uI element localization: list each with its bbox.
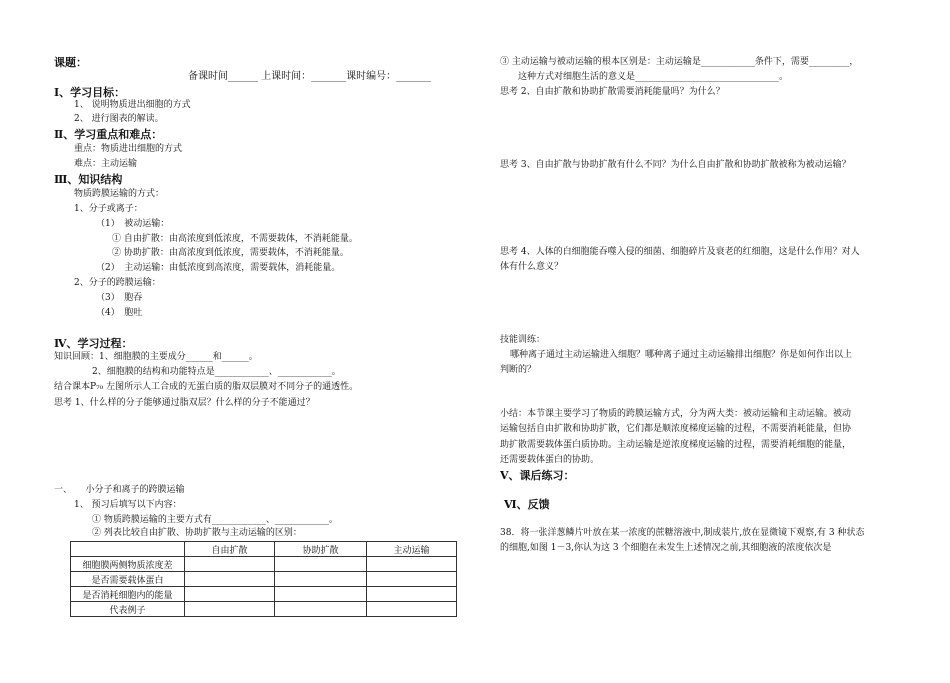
prep-line: 1、 预习后填写以下内容： (74, 500, 182, 510)
table-cell[interactable] (367, 587, 457, 602)
prep-line: ② 列表比较自由扩散、协助扩散与主动运输的区别： (92, 528, 302, 538)
prep-line: ① 物质跨膜运输的主要方式有____________、____________。 (92, 515, 338, 525)
table-header-cell: 主动运输 (367, 542, 457, 557)
table-cell[interactable] (275, 587, 367, 602)
key-point: 重点：物质进出细胞的方式 (74, 144, 183, 154)
structure-line: （1） 被动运输： (96, 219, 170, 229)
table-cell[interactable] (185, 602, 275, 617)
table-header-row (71, 542, 457, 557)
table-cell[interactable] (367, 602, 457, 617)
table-cell[interactable] (275, 572, 367, 587)
structure-line: 2、分子的跨膜运输： (74, 278, 161, 288)
question-38-line: 38．将一张洋葱鳞片叶放在某一浓度的蔗糖溶液中,制成装片,放在显微镜下观察,有 3 种状态 (500, 528, 865, 538)
row-label: 是否需要载体蛋白 (71, 572, 185, 587)
table-header-cell: 自由扩散 (185, 542, 275, 557)
think-2: 思考 2、自由扩散和协助扩散需要消耗能量吗？为什么？ (500, 87, 725, 97)
table-cell[interactable] (367, 557, 457, 572)
process-line: 结合课本P₇₀ 左图所示人工合成的无蛋白质的脂双层膜对不同分子的通透性。 (54, 382, 359, 392)
row-label: 细胞膜两侧物质浓度差 (71, 557, 185, 572)
structure-line: ② 协助扩散：由高浓度到低浓度，需要载体，不消耗能量。 (112, 248, 349, 258)
comparison-table (70, 541, 457, 617)
think-3: 思考 3、自由扩散与协助扩散有什么不同？为什么自由扩散和协助扩散被称为被动运输？ (500, 160, 851, 170)
table-cell[interactable] (185, 557, 275, 572)
section-4-heading: Ⅳ、学习过程： (54, 337, 133, 350)
table-row (71, 587, 457, 602)
structure-line: 1、分子或离子： (74, 204, 143, 214)
table-cell[interactable] (185, 572, 275, 587)
structure-line: （3） 胞吞 (96, 293, 143, 303)
table-header-cell (71, 542, 185, 557)
structure-line: （4） 胞吐 (96, 308, 143, 318)
section-1-heading: Ⅰ、学习目标： (54, 86, 126, 99)
difficult-point: 难点：主动运输 (74, 159, 138, 169)
skill-line: 哪种离子通过主动运输进入细胞？哪种离子通过主动运输排出细胞？你是如何作出以上 (510, 350, 853, 360)
section-3-heading: Ⅲ、知识结构 (54, 173, 123, 186)
row-label: 是否消耗细胞内的能量 (71, 587, 185, 602)
goal-2: 2、 进行图表的解读。 (74, 114, 164, 124)
process-line: 2、细胞膜的结构和功能特点是____________、____________。 (92, 367, 341, 377)
table-cell[interactable] (367, 572, 457, 587)
think-4-line: 思考 4、人体的白细胞能吞噬入侵的细菌、细胞碎片及衰老的红细胞，这是什么作用？对人 (500, 247, 860, 257)
table-row (71, 557, 457, 572)
row-label: 代表例子 (71, 602, 185, 617)
skill-line: 判断的？ (500, 365, 537, 375)
table-header-cell: 协助扩散 (275, 542, 367, 557)
think-4-line: 体有什么意义？ (500, 262, 564, 272)
summary-line: 小结：本节课主要学习了物质的跨膜运输方式，分为两大类：被动运输和主动运输。被动 (500, 409, 852, 419)
lesson-title: 课题： (54, 56, 87, 69)
summary-line: 还需要载体蛋白的协助。 (500, 455, 600, 465)
table-cell[interactable] (275, 602, 367, 617)
question-3-line: ③ 主动运输与被动运输的根本区别是：主动运输是____________条件下，需要_________， (500, 57, 859, 67)
part-1-heading: 一、 小分子和离子的跨膜运输 (54, 485, 185, 495)
process-line: 知识回顾：1、细胞膜的主要成分______和______。 (54, 352, 258, 362)
summary-line: 助扩散需要载体蛋白质协助。主动运输是逆浓度梯度运输的过程，需要消耗细胞的能量， (500, 440, 852, 450)
table-cell[interactable] (185, 587, 275, 602)
goal-1: 1、 说明物质进出细胞的方式 (74, 100, 191, 110)
structure-line: （2） 主动运输：由低浓度到高浓度，需要载体，消耗能量。 (96, 263, 341, 273)
question-3-line: 这种方式对细胞生活的意义是________________________________。 (518, 72, 789, 82)
think-1: 思考 1、什么样的分子能够通过脂双层？什么样的分子不能通过？ (54, 398, 315, 408)
skill-label: 技能训练： (500, 335, 546, 345)
section-2-heading: Ⅱ、学习重点和难点： (54, 128, 163, 141)
table-row (71, 602, 457, 617)
structure-line: ① 自由扩散：由高浓度到低浓度，不需要载体，不消耗能量。 (112, 234, 358, 244)
question-38-line: 的细胞,如图 1－3,你认为这 3 个细胞在未发生上述情况之前,其细胞液的浓度依次是 (500, 543, 832, 553)
table-cell[interactable] (275, 557, 367, 572)
structure-line: 物质跨膜运输的方式： (74, 189, 165, 199)
table-row (71, 572, 457, 587)
schedule-line: 备课时间______ 上课时间：_______课时编号：_______ (188, 71, 432, 82)
section-5-heading: Ⅴ、课后练习： (500, 469, 575, 482)
summary-line: 运输包括自由扩散和协助扩散，它们都是顺浓度梯度运输的过程，不需要消耗能量，但协 (500, 424, 852, 434)
section-6-heading: Ⅵ、反馈 (504, 498, 550, 511)
